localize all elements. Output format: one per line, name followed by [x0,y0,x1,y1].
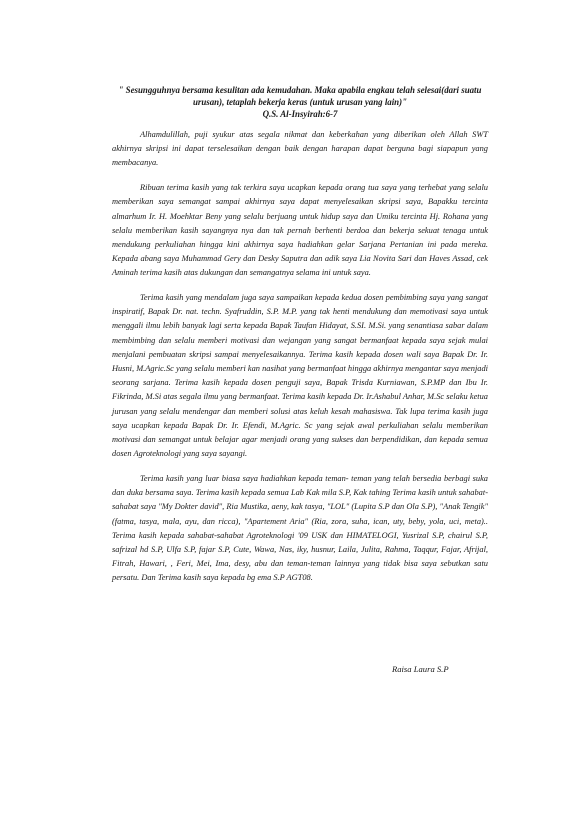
paragraph-friends: Terima kasih yang luar biasa saya hadiahkan kepada teman- teman yang telah bersedia berbagi suka dan duka bersama saya. Terima kasih kepada semua Lab Kak mila S.P, Kak tahing Terima kasih untuk sahabat- sahabat saya "My Dokter david", Ria Mustika, aeny, kak tasya, "LOL" (Lupita S.P dan Ola S.P), "Anak Tengik" (fatma, tasya, mala, ayu, dan ricca), "Apartement Aria" (Ria, zora, suha, ican, uty, beby, yola, uci, meta).. Terima kasih kepada sahabat-sahabat Agroteknologi '09 USK dan HIMATELOGI, Yusrizal S.P, chairul S.P, safrizal hd S.P, Ulfa S.P, fajar S.P, Cute, Wawa, Nas, iky, husnur, Laila, Julita, Rahma, Taqqur, Fajar, Afrijal, Fitrah, Hawari, , Feri, Mei, Ima, desy, abu dan teman-teman lainnya yang tidak bisa saya sebutkan satu persatu. Dan Terima kasih saya kepada bg ema S.P AGT08. [112,473,488,583]
paragraph-lecturers: Terima kasih yang mendalam juga saya sampaikan kepada kedua dosen pembimbing saya yang sangat inspiratif, Bapak Dr. nat. techn. Syafruddin, S.P. M.P. yang tak henti mendukung dan memotivasi saya untuk menggali ilmu lebih banyak lagi serta kepada Bapak Taufan Hidayat, S.SI. M.Si. yang senantiasa sabar dalam membimbing dan selalu memberi motivasi dan wejangan yang sangat bermanfaat kepada saya sejak mulai menjalani pembuatan skripsi sampai menyelesaikannya. Terima kasih kepada dosen wali saya Bapak Dr. Ir. Husni, M.Agric.Sc yang selalu memberi kan nasihat yang bermanfaat hingga akhirnya mengantar saya menjadi seorang sarjana. Terima kasih kepada dosen penguji saya, Bapak Trisda Kurniawan, S.P.MP dan Ibu Ir. Fikrinda, M.Si atas segala ilmu yang bermanfaat. Terima kasih kepada Dr. Ir.Ashabul Anhar, M.Sc selaku ketua jurusan yang selalu mendengar dan memberi solusi atas keluh kesah mahasiswa. Tak lupa terima kasih juga saya ucapkan kepada Bapak Dr. Ir. Efendi, M.Agric. Sc yang sejak awal perkuliahan selalu memberikan motivasi dan semangat untuk belajar agar menjadi orang yang sukses dan berpendidikan, dan kepada semua dosen Agroteknologi yang saya sayangi. [112,293,488,459]
epigraph [112,84,488,120]
epigraph-reference: Q.S. Al-Insyirah:6-7 [262,109,338,119]
paragraph-opening: Alhamdulillah, puji syukur atas segala nikmat dan keberkahan yang diberikan oleh Allah SWT akhirnya skripsi ini dapat terselesaikan dengan baik dengan harapan dapat berguna bagi siapapun yang membacanya. [112,130,488,168]
paragraph-parents: Ribuan terima kasih yang tak terkira saya ucapkan kepada orang tua saya yang terhebat yang selalu memberikan saya semangat sampai akhirnya saya dapat menyelesaikan skripsi saya, Bapakku tercinta almarhum Ir. H. Moehktar Beny yang selalu berjuang untuk hidup saya dan Umiku tercinta Hj. Rohana yang selalu memberikan kasih sayangnya nya dan tak pernah berhenti berdoa dan bekerja sekuat tenaga untuk mendukung perkuliahan hingga kini akhirnya saya hadiahkan gelar Sarjana Pertanian ini pada mereka. Kepada abang saya Muhammad Gery dan Desky Saputra dan adik saya Lia Novita Sari dan Haves Assad, cek Aminah terima kasih atas dukungan dan semangatnya selama ini untuk saya. [112,183,488,278]
author-signature: Raisa Laura S.P [392,664,449,674]
acknowledgement-body [112,128,488,596]
epigraph-quote: " Sesungguhnya bersama kesulitan ada kemudahan. Maka apabila engkau telah selesai(dari suatu urusan), tetaplah bekerja keras (untuk urusan yang lain)" [118,85,482,107]
